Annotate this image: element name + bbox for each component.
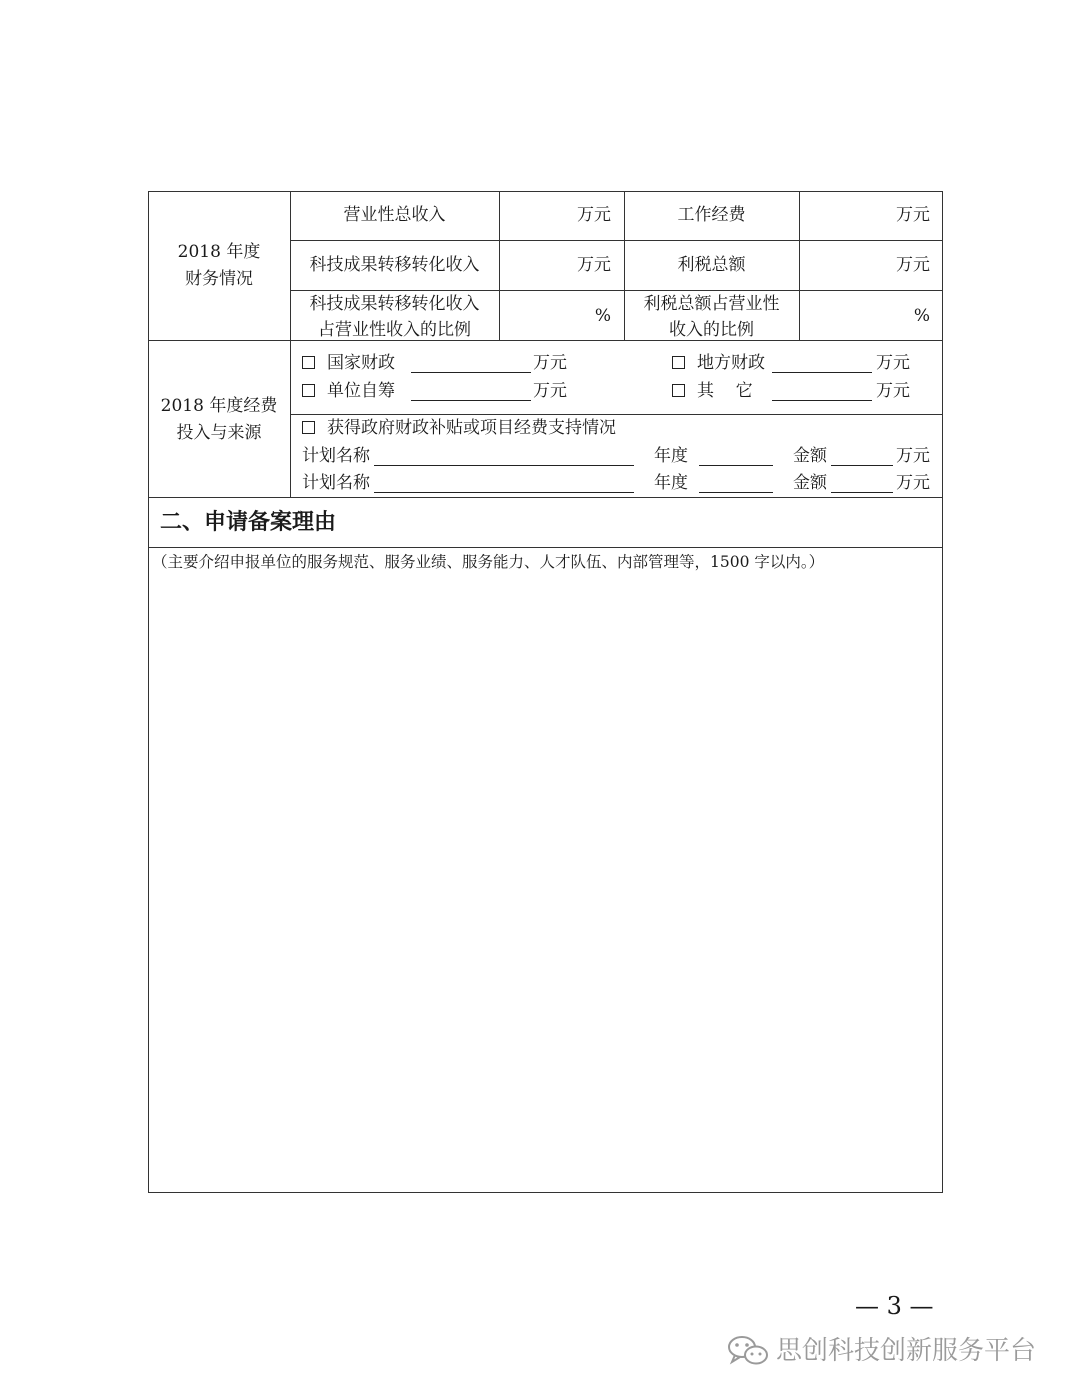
label-tax-ratio-2: 收入的比例 [669, 320, 754, 340]
checkbox-icon[interactable] [302, 356, 315, 369]
plan-amount-field[interactable] [831, 492, 893, 493]
plan-amount-label: 金额 [793, 446, 827, 466]
section-instruction: （主要介绍申报单位的服务规范、服务业绩、服务能力、人才队伍、内部管理等，1500 字以内。） [152, 553, 825, 571]
label-tech-transfer-ratio-2: 占营业性收入的比例 [318, 320, 471, 340]
plan-amount-field[interactable] [831, 465, 893, 466]
plan-name-field[interactable] [374, 492, 634, 493]
label-tax-ratio-1: 利税总额占营业性 [643, 294, 780, 314]
label-total-tax: 利税总额 [677, 255, 746, 275]
page-number: — 3 — [855, 1292, 934, 1320]
source-self-raised[interactable]: 单位自筹 [302, 381, 395, 401]
checkbox-icon[interactable] [672, 356, 685, 369]
plan-year-label: 年度 [654, 473, 688, 493]
plan-unit: 万元 [896, 473, 930, 493]
label-operating-revenue: 营业性总收入 [343, 205, 446, 225]
unit-operating-revenue: 万元 [577, 205, 611, 225]
plan-year-field[interactable] [699, 492, 773, 493]
checkbox-icon[interactable] [302, 384, 315, 397]
source-other[interactable]: 其 它 [672, 381, 753, 401]
unit-work-funds: 万元 [896, 205, 930, 225]
wechat-icon [727, 1334, 769, 1368]
plan-name-field[interactable] [374, 465, 634, 466]
unit-self-raised: 万元 [533, 381, 567, 401]
subsidy-checkbox-label[interactable]: 获得政府财政补贴或项目经费支持情况 [302, 418, 616, 438]
checkbox-icon[interactable] [302, 421, 315, 434]
field-local[interactable] [772, 372, 872, 373]
unit-tech-transfer-ratio: % [594, 306, 611, 326]
unit-other: 万元 [876, 381, 910, 401]
plan-year-field[interactable] [699, 465, 773, 466]
unit-local: 万元 [876, 353, 910, 373]
section-title: 二、申请备案理由 [160, 510, 337, 535]
unit-national: 万元 [533, 353, 567, 373]
label-tech-transfer-ratio-1: 科技成果转移转化收入 [309, 294, 480, 314]
unit-tax-ratio: % [913, 306, 930, 326]
unit-tech-transfer-income: 万元 [577, 255, 611, 275]
plan-unit: 万元 [896, 446, 930, 466]
field-national[interactable] [411, 372, 531, 373]
field-self-raised[interactable] [411, 400, 531, 401]
plan-amount-label: 金额 [793, 473, 827, 493]
reason-text-area[interactable] [150, 580, 940, 1190]
plan-name-label: 计划名称 [302, 446, 370, 466]
label-work-funds: 工作经费 [677, 205, 746, 225]
unit-total-tax: 万元 [896, 255, 930, 275]
field-other[interactable] [772, 400, 872, 401]
checkbox-icon[interactable] [672, 384, 685, 397]
source-national[interactable]: 国家财政 [302, 353, 395, 373]
label-tech-transfer-income: 科技成果转移转化收入 [309, 255, 480, 275]
source-local[interactable]: 地方财政 [672, 353, 765, 373]
plan-name-label: 计划名称 [302, 473, 370, 493]
plan-year-label: 年度 [654, 446, 688, 466]
